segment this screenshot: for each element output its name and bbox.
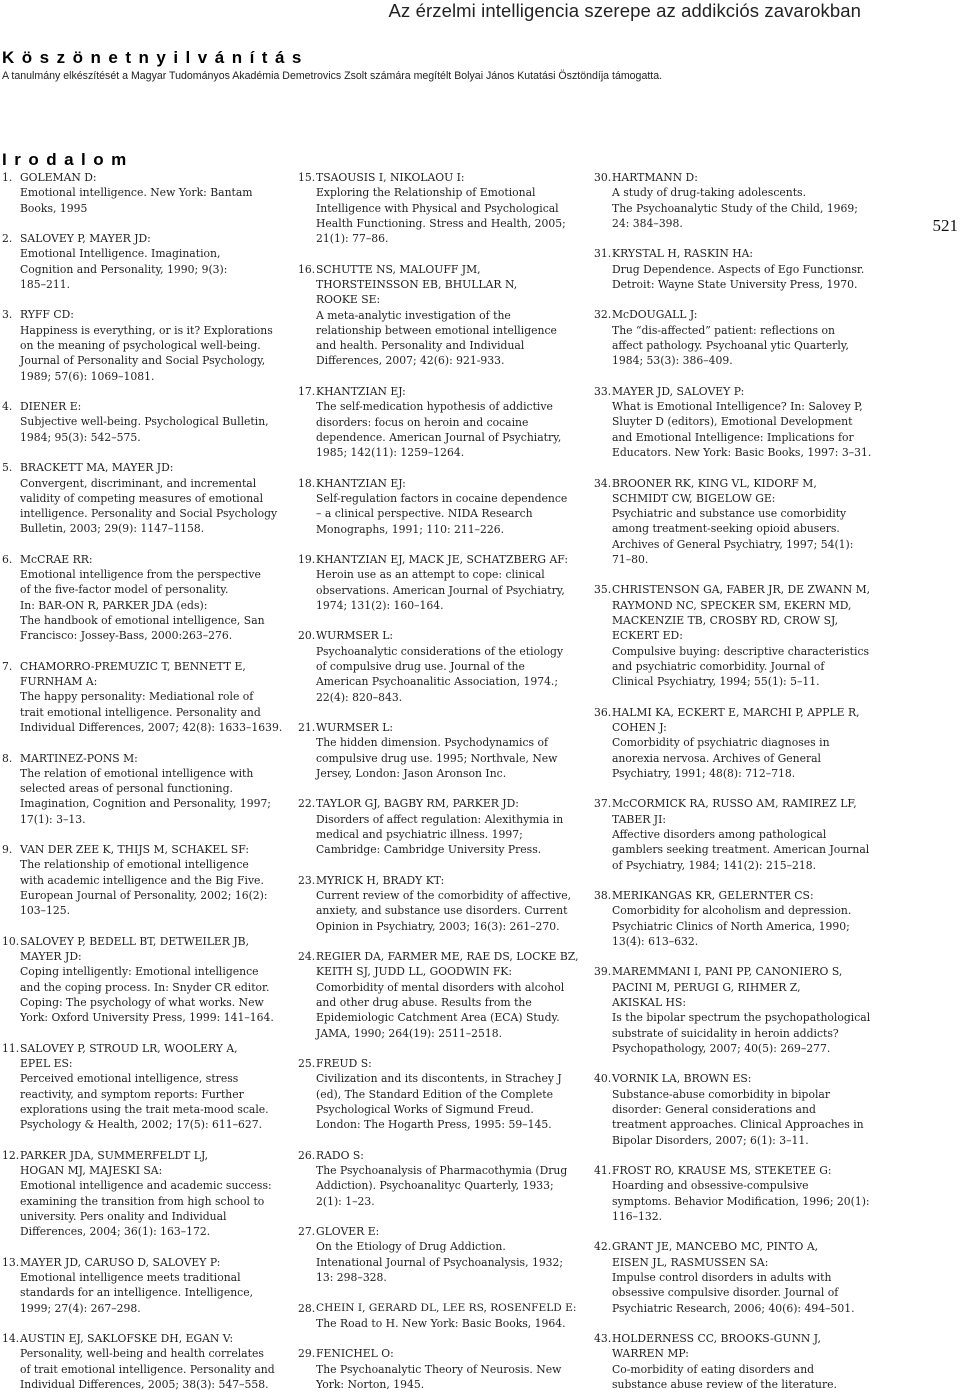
- reference-item: [298, 873, 580, 934]
- reference-authors: BRACKETT MA, MAYER JD:: [20, 461, 174, 475]
- reference-authors: GLOVER E:: [316, 1225, 380, 1239]
- reference-text-line: disorder: General considerations and: [612, 1103, 816, 1117]
- reference-number: 10.: [2, 934, 20, 948]
- reference-text-line: Opinion in Psychiatry, 2003; 16(3): 261–270.: [316, 919, 560, 933]
- reference-text-line: and Emotional Intelligence: Implications for: [612, 430, 854, 444]
- reference-number: 24.: [298, 950, 316, 964]
- reference-text-line: Francisco: Jossey-Bass, 2000:263–276.: [20, 629, 233, 643]
- reference-item: [2, 399, 282, 445]
- reference-text-line: 1985; 142(11): 1259–1264.: [316, 446, 465, 460]
- reference-number: 2.: [2, 232, 13, 246]
- reference-number: 16.: [298, 262, 316, 276]
- reference-authors: VORNIK LA, BROWN ES:: [612, 1072, 752, 1086]
- reference-authors: FREUD S:: [316, 1057, 372, 1071]
- reference-text-line: selected areas of personal functioning.: [20, 782, 233, 796]
- reference-authors: FROST RO, KRAUSE MS, STEKETEE G:: [612, 1164, 832, 1178]
- reference-text-line: 13: 298–328.: [316, 1271, 387, 1285]
- reference-item: [594, 384, 876, 460]
- reference-text-line: Addiction). Psychoanalityc Quarterly, 1933;: [316, 1179, 554, 1193]
- reference-text-line: ROOKE SE:: [316, 293, 381, 307]
- reference-text-line: – a clinical perspective. NIDA Research: [316, 507, 533, 521]
- reference-item: [298, 1148, 580, 1209]
- reference-item: [594, 246, 876, 292]
- reference-text-line: symptoms. Behavior Modification, 1996; 20(1):: [612, 1194, 870, 1208]
- reference-text-line: Civilization and its discontents, in Strachey J: [316, 1072, 562, 1086]
- reference-text-line: HOGAN MJ, MAJESKI SA:: [20, 1164, 163, 1178]
- reference-text-line: Cognition and Personality, 1990; 9(3):: [20, 262, 228, 276]
- reference-text-line: MAYER JD:: [20, 950, 82, 964]
- reference-authors: SALOVEY P, BEDELL BT, DETWEILER JB,: [20, 934, 250, 948]
- reference-text-line: relationship between emotional intelligence: [316, 323, 557, 337]
- reference-text-line: The happy personality: Mediational role of: [20, 690, 254, 704]
- reference-number: 19.: [298, 552, 316, 566]
- reference-text-line: Affective disorders among pathological: [612, 828, 827, 841]
- reference-item: [298, 720, 580, 781]
- reference-number: 1.: [2, 171, 13, 184]
- reference-text-line: On the Etiology of Drug Addiction.: [316, 1240, 506, 1254]
- reference-text-line: SCHMIDT CW, BIGELOW GE:: [612, 491, 776, 505]
- reference-item: [2, 1041, 282, 1133]
- reference-text-line: Disorders of affect regulation: Alexithymia in: [316, 812, 564, 826]
- reference-item: [594, 1239, 876, 1315]
- reference-authors: WURMSER L:: [316, 721, 394, 735]
- reference-text-line: medical and psychiatric illness. 1997;: [316, 828, 523, 841]
- reference-text-line: and other drug abuse. Results from the: [316, 996, 532, 1010]
- reference-item: [2, 460, 282, 536]
- reference-number: 28.: [298, 1301, 316, 1315]
- reference-number: 11.: [2, 1041, 20, 1055]
- reference-text-line: The handbook of emotional intelligence, San: [20, 614, 265, 628]
- reference-item: [298, 1301, 580, 1332]
- reference-authors: HALMI KA, ECKERT E, MARCHI P, APPLE R,: [612, 705, 860, 719]
- reference-number: 25.: [298, 1057, 316, 1071]
- reference-text-line: Compulsive buying: descriptive characteristics: [612, 644, 870, 658]
- reference-number: 8.: [2, 751, 13, 765]
- reference-text-line: EISEN JL, RASMUSSEN SA:: [612, 1255, 769, 1269]
- reference-number: 38.: [594, 889, 612, 903]
- reference-text-line: 22(4): 820–843.: [316, 690, 403, 704]
- reference-text-line: Psychological Works of Sigmund Freud.: [316, 1103, 534, 1117]
- reference-text-line: JAMA, 1990; 264(19): 2511–2518.: [316, 1026, 503, 1040]
- reference-text-line: compulsive drug use. 1995; Northvale, New: [316, 751, 558, 765]
- reference-text-line: Monographs, 1991; 110: 211–226.: [316, 522, 505, 536]
- reference-text-line: Clinical Psychiatry, 1994; 55(1): 5–11.: [612, 675, 820, 689]
- reference-number: 3.: [2, 308, 13, 322]
- reference-text-line: EPEL ES:: [20, 1057, 73, 1071]
- reference-text-line: The relation of emotional intelligence with: [20, 766, 254, 780]
- reference-authors: REGIER DA, FARMER ME, RAE DS, LOCKE BZ,: [316, 950, 579, 964]
- reference-number: 4.: [2, 400, 13, 414]
- reference-authors: DIENER E:: [20, 400, 82, 414]
- reference-number: 34.: [594, 476, 612, 490]
- reference-authors: PARKER JDA, SUMMERFELDT LJ,: [20, 1148, 209, 1162]
- reference-column-3: [594, 170, 876, 1392]
- reference-text-line: Health Functioning. Stress and Health, 2005;: [316, 216, 566, 230]
- reference-text-line: Emotional intelligence and academic success:: [20, 1179, 272, 1193]
- reference-number: 35.: [594, 583, 612, 597]
- running-title: Az érzelmi intelligencia szerepe az addikciós zavarokban: [388, 0, 861, 21]
- reference-text-line: and psychiatric comorbidity. Journal of: [612, 659, 825, 673]
- reference-text-line: of compulsive drug use. Journal of the: [316, 659, 525, 673]
- reference-authors: TSAOUSIS I, NIKOLAOU I:: [316, 171, 465, 184]
- reference-authors: HARTMANN D:: [612, 171, 698, 184]
- reference-text-line: validity of competing measures of emotional: [20, 491, 264, 505]
- reference-number: 18.: [298, 476, 316, 490]
- reference-text-line: Individual Differences, 2007; 42(8): 1633–1639.: [20, 721, 283, 735]
- reference-text-line: European Journal of Personality, 2002; 16(2):: [20, 889, 268, 903]
- reference-item: [298, 476, 580, 537]
- reference-text-line: Bulletin, 2003; 29(9): 1147–1158.: [20, 522, 205, 536]
- reference-authors: KHANTZIAN EJ:: [316, 476, 406, 490]
- reference-item: [2, 231, 282, 292]
- reference-text-line: 1989; 57(6): 1069–1081.: [20, 369, 155, 383]
- reference-number: 12.: [2, 1148, 20, 1162]
- reference-item: [298, 628, 580, 704]
- reference-text-line: anorexia nervosa. Archives of General: [612, 751, 822, 765]
- reference-text-line: Cambridge: Cambridge University Press.: [316, 843, 542, 857]
- reference-text-line: Sluyter D (editors), Emotional Development: [612, 415, 853, 429]
- reference-text-line: Happiness is everything, or is it? Explorations: [20, 323, 273, 337]
- reference-number: 42.: [594, 1240, 612, 1254]
- reference-text-line: What is Emotional Intelligence? In: Salovey P,: [612, 400, 863, 414]
- reference-item: [594, 705, 876, 781]
- reference-item: [594, 582, 876, 689]
- reference-text-line: of Psychiatry, 1984; 141(2): 215–218.: [612, 858, 817, 872]
- reference-number: 41.: [594, 1164, 612, 1178]
- reference-authors: MAYER JD, SALOVEY P:: [612, 384, 745, 398]
- reference-text-line: anxiety, and substance use disorders. Current: [316, 904, 568, 918]
- reference-text-line: substrate of suicidality in heroin addicts?: [612, 1026, 839, 1040]
- acknowledgement-heading: Köszönetnyilvánítás: [2, 48, 309, 67]
- reference-column-1: [2, 170, 282, 1392]
- reference-text-line: 2(1): 1–23.: [316, 1194, 375, 1208]
- reference-authors: AUSTIN EJ, SAKLOFSKE DH, EGAN V:: [20, 1332, 234, 1346]
- reference-text-line: obsessive compulsive disorder. Journal of: [612, 1286, 839, 1300]
- reference-text-line: gamblers seeking treatment. American Journal: [612, 843, 870, 857]
- reference-item: [298, 1056, 580, 1132]
- reference-text-line: explorations using the trait meta-mood scale.: [20, 1103, 269, 1117]
- reference-text-line: York: Norton, 1945.: [316, 1377, 425, 1391]
- reference-text-line: London: The Hogarth Press, 1995: 59–145.: [316, 1118, 552, 1132]
- reference-authors: McCRAE RR:: [20, 552, 93, 566]
- reference-number: 33.: [594, 384, 612, 398]
- reference-number: 6.: [2, 552, 13, 566]
- reference-number: 17.: [298, 384, 316, 398]
- reference-number: 21.: [298, 721, 316, 735]
- reference-item: [298, 384, 580, 460]
- reference-number: 26.: [298, 1148, 316, 1162]
- reference-item: [2, 659, 282, 735]
- reference-text-line: among treatment-seeking opioid abusers.: [612, 522, 840, 536]
- reference-number: 27.: [298, 1225, 316, 1239]
- reference-text-line: Psychiatric and substance use comorbidity: [612, 507, 847, 521]
- reference-text-line: The self-medication hypothesis of addictive: [316, 400, 553, 414]
- reference-authors: CHRISTENSON GA, FABER JR, DE ZWANN M,: [612, 583, 871, 597]
- reference-item: [594, 1071, 876, 1147]
- reference-text-line: Detroit: Wayne State University Press, 1970.: [612, 277, 858, 291]
- reference-item: [594, 796, 876, 872]
- reference-authors: KHANTZIAN EJ:: [316, 384, 406, 398]
- reference-text-line: American Psychoanalitic Association, 1974.;: [316, 675, 559, 689]
- reference-item: [298, 170, 580, 246]
- reference-text-line: RAYMOND NC, SPECKER SM, EKERN MD,: [612, 598, 852, 612]
- reference-text-line: reactivity, and symptom reports: Further: [20, 1087, 244, 1101]
- reference-text-line: AKISKAL HS:: [612, 996, 687, 1010]
- reference-text-line: Co-morbidity of eating disorders and: [612, 1362, 815, 1376]
- reference-authors: RADO S:: [316, 1148, 364, 1162]
- reference-text-line: Differences, 2004; 36(1): 163–172.: [20, 1225, 211, 1239]
- reference-text-line: Perceived emotional intelligence, stress: [20, 1072, 239, 1086]
- reference-text-line: Psychiatry, 1991; 48(8): 712–718.: [612, 766, 796, 780]
- reference-authors: CHAMORRO-PREMUZIC T, BENNETT E,: [20, 659, 246, 673]
- reference-text-line: In: BAR-ON R, PARKER JDA (eds):: [20, 598, 208, 612]
- reference-text-line: examining the transition from high school to: [20, 1194, 265, 1208]
- reference-text-line: Is the bipolar spectrum the psychopathological: [612, 1011, 871, 1025]
- references-heading: Irodalom: [2, 150, 134, 169]
- reference-text-line: Drug Dependence. Aspects of Ego Functionsr.: [612, 262, 865, 276]
- reference-authors: RYFF CD:: [20, 308, 74, 322]
- reference-text-line: of trait emotional intelligence. Personality and: [20, 1362, 275, 1376]
- reference-text-line: The relationship of emotional intelligence: [20, 858, 249, 872]
- reference-item: [298, 1346, 580, 1392]
- reference-text-line: WARREN MP:: [612, 1347, 689, 1361]
- reference-text-line: Emotional Intelligence. Imagination,: [20, 247, 221, 261]
- reference-item: [298, 262, 580, 369]
- reference-text-line: TABER JI:: [612, 812, 667, 826]
- reference-item: [2, 934, 282, 1026]
- reference-text-line: The Psychoanalytic Study of the Child, 1969;: [612, 201, 858, 215]
- reference-text-line: MACKENZIE TB, CROSBY RD, CROW SJ,: [612, 614, 839, 628]
- reference-text-line: 24: 384–398.: [612, 216, 683, 230]
- reference-text-line: standards for an intelligence. Intelligence,: [20, 1286, 254, 1300]
- reference-number: 5.: [2, 461, 13, 475]
- reference-item: [594, 307, 876, 368]
- reference-text-line: Psychology & Health, 2002; 17(5): 611–627.: [20, 1118, 263, 1132]
- reference-authors: VAN DER ZEE K, THIJS M, SCHAKEL SF:: [20, 843, 249, 857]
- reference-authors: McCORMICK RA, RUSSO AM, RAMIREZ LF,: [612, 797, 857, 811]
- reference-item: [2, 1331, 282, 1392]
- reference-text-line: 1984; 53(3): 386–409.: [612, 354, 733, 368]
- reference-text-line: substance abuse review of the literature.: [612, 1378, 837, 1392]
- reference-item: [298, 949, 580, 1041]
- reference-text-line: Psychiatric Research, 2006; 40(6): 494–501.: [612, 1301, 855, 1315]
- reference-text-line: Comorbidity for alcoholism and depression.: [612, 904, 852, 918]
- reference-text-line: Impulse control disorders in adults with: [612, 1271, 832, 1285]
- reference-number: 39.: [594, 965, 612, 979]
- reference-text-line: COHEN J:: [612, 721, 667, 735]
- reference-text-line: Substance-abuse comorbidity in bipolar: [612, 1087, 830, 1101]
- reference-text-line: Emotional intelligence from the perspective: [20, 568, 261, 582]
- reference-text-line: 1984; 95(3): 542–575.: [20, 430, 141, 444]
- reference-text-line: Subjective well-being. Psychological Bulletin,: [20, 415, 269, 429]
- reference-number: 22.: [298, 797, 316, 811]
- reference-number: 9.: [2, 843, 13, 857]
- reference-text-line: Comorbidity of mental disorders with alcohol: [316, 980, 565, 994]
- reference-number: 43.: [594, 1332, 612, 1346]
- reference-authors: KRYSTAL H, RASKIN HA:: [612, 247, 754, 261]
- reference-item: [2, 307, 282, 383]
- reference-text-line: Psychiatric Clinics of North America, 1990;: [612, 919, 850, 933]
- reference-text-line: 71–80.: [612, 552, 649, 566]
- reference-item: [594, 476, 876, 568]
- reference-item: [594, 1163, 876, 1224]
- acknowledgement-text: A tanulmány elkészítését a Magyar Tudományos Akadémia Demetrovics Zsolt számára megítélt Bolyai János Kutatási Ösztöndíja támogatta.: [2, 70, 663, 82]
- reference-authors: MAYER JD, CARUSO D, SALOVEY P:: [20, 1255, 221, 1269]
- reference-text-line: PACINI M, PERUGI G, RIHMER Z,: [612, 980, 801, 994]
- reference-text-line: 116–132.: [612, 1209, 663, 1223]
- reference-text-line: The “dis-affected” patient: reflections on: [612, 323, 835, 337]
- reference-text-line: 1974; 131(2): 160–164.: [316, 598, 444, 612]
- reference-text-line: Emotional intelligence. New York: Bantam: [20, 186, 253, 200]
- reference-text-line: The Psychoanalytic Theory of Neurosis. New: [316, 1362, 562, 1376]
- reference-item: [2, 842, 282, 918]
- reference-text-line: on the meaning of psychological well-being.: [20, 339, 261, 353]
- reference-authors: SALOVEY P, STROUD LR, WOOLERY A,: [20, 1041, 238, 1055]
- reference-text-line: Differences, 2007; 42(6): 921-933.: [316, 354, 505, 368]
- reference-authors: CHEIN I, GERARD DL, LEE RS, ROSENFELD E:: [316, 1301, 577, 1314]
- reference-text-line: A study of drug-taking adolescents.: [612, 186, 807, 200]
- reference-text-line: university. Pers onality and Individual: [20, 1209, 227, 1223]
- reference-text-line: 17(1): 3–13.: [20, 812, 86, 826]
- reference-authors: McDOUGALL J:: [612, 308, 698, 322]
- reference-text-line: Coping intelligently: Emotional intelligence: [20, 965, 259, 979]
- reference-text-line: The Road to H. New York: Basic Books, 1964.: [316, 1316, 566, 1330]
- reference-text-line: treatment approaches. Clinical Approaches in: [612, 1118, 864, 1132]
- reference-text-line: Epidemiologic Catchment Area (ECA) Study.: [316, 1011, 560, 1025]
- reference-text-line: Intenational Journal of Psychoanalysis, 1932;: [316, 1255, 564, 1269]
- reference-authors: WURMSER L:: [316, 629, 394, 643]
- reference-item: [298, 796, 580, 857]
- reference-number: 20.: [298, 629, 316, 643]
- reference-text-line: FURNHAM A:: [20, 675, 98, 689]
- reference-text-line: observations. American Journal of Psychiatry,: [316, 583, 565, 597]
- reference-text-line: Bipolar Disorders, 2007; 6(1): 3–11.: [612, 1133, 809, 1147]
- reference-text-line: THORSTEINSSON EB, BHULLAR N,: [316, 277, 518, 291]
- reference-text-line: Hoarding and obsessive-compulsive: [612, 1179, 809, 1193]
- reference-authors: SCHUTTE NS, MALOUFF JM,: [316, 262, 481, 276]
- reference-text-line: Individual Differences, 2005; 38(3): 547–558.: [20, 1378, 269, 1392]
- reference-text-line: The Psychoanalysis of Pharmacothymia (Drug: [316, 1164, 568, 1178]
- reference-text-line: The hidden dimension. Psychodynamics of: [316, 736, 548, 750]
- reference-text-line: 13(4): 613–632.: [612, 934, 699, 948]
- reference-text-line: Self-regulation factors in cocaine dependence: [316, 491, 568, 505]
- reference-number: 31.: [594, 247, 612, 261]
- reference-text-line: and health. Personality and Individual: [316, 339, 525, 353]
- reference-text-line: Exploring the Relationship of Emotional: [316, 186, 536, 200]
- reference-authors: MYRICK H, BRADY KT:: [316, 873, 445, 887]
- reference-text-line: Imagination, Cognition and Personality, 1997;: [20, 797, 271, 811]
- reference-authors: KHANTZIAN EJ, MACK JE, SCHATZBERG AF:: [316, 552, 569, 566]
- reference-text-line: Heroin use as an attempt to cope: clinical: [316, 568, 545, 582]
- reference-text-line: affect pathology. Psychoanal ytic Quarterly,: [612, 339, 849, 353]
- reference-item: [594, 170, 876, 231]
- reference-item: [2, 170, 282, 216]
- reference-authors: SALOVEY P, MAYER JD:: [20, 232, 151, 246]
- reference-number: 29.: [298, 1347, 316, 1361]
- reference-number: 7.: [2, 659, 13, 673]
- reference-authors: MERIKANGAS KR, GELERNTER CS:: [612, 889, 814, 903]
- reference-authors: FENICHEL O:: [316, 1347, 394, 1361]
- reference-number: 23.: [298, 873, 316, 887]
- reference-number: 14.: [2, 1332, 20, 1346]
- reference-text-line: A meta-analytic investigation of the: [316, 308, 511, 322]
- reference-text-line: Comorbidity of psychiatric diagnoses in: [612, 736, 830, 750]
- reference-text-line: with academic intelligence and the Big Five.: [20, 873, 264, 887]
- reference-authors: GOLEMAN D:: [20, 171, 97, 184]
- reference-text-line: KEITH SJ, JUDD LL, GOODWIN FK:: [316, 965, 513, 979]
- reference-text-line: ECKERT ED:: [612, 629, 683, 643]
- reference-text-line: Psychoanalytic considerations of the etiology: [316, 644, 564, 658]
- reference-text-line: 21(1): 77–86.: [316, 232, 389, 246]
- page-number: 521: [932, 216, 958, 235]
- reference-text-line: Personality, well-being and health correlates: [20, 1347, 264, 1361]
- reference-item: [298, 552, 580, 613]
- reference-text-line: Books, 1995: [20, 201, 88, 215]
- reference-authors: MARTINEZ-PONS M:: [20, 751, 138, 765]
- reference-number: 13.: [2, 1255, 20, 1269]
- reference-authors: GRANT JE, MANCEBO MC, PINTO A,: [612, 1240, 819, 1254]
- reference-text-line: intelligence. Personality and Social Psychology: [20, 507, 278, 521]
- reference-text-line: Convergent, discriminant, and incremental: [20, 476, 257, 490]
- reference-column-2: [298, 170, 580, 1392]
- reference-text-line: 185–211.: [20, 277, 71, 291]
- reference-item: [594, 888, 876, 949]
- reference-item: [298, 1224, 580, 1285]
- reference-text-line: Current review of the comorbidity of affective,: [316, 889, 572, 903]
- reference-item: [2, 751, 282, 827]
- reference-authors: MAREMMANI I, PANI PP, CANONIERO S,: [612, 965, 843, 979]
- reference-text-line: York: Oxford University Press, 1999: 141–164.: [20, 1011, 274, 1025]
- reference-text-line: (ed), The Standard Edition of the Complete: [316, 1087, 553, 1101]
- reference-number: 36.: [594, 705, 612, 719]
- reference-number: 37.: [594, 797, 612, 811]
- reference-text-line: trait emotional intelligence. Personality and: [20, 705, 261, 719]
- reference-item: [2, 1148, 282, 1240]
- reference-number: 30.: [594, 171, 612, 184]
- reference-item: [594, 1331, 876, 1392]
- reference-text-line: Emotional intelligence meets traditional: [20, 1271, 241, 1285]
- reference-text-line: Jersey, London: Jason Aronson Inc.: [316, 766, 507, 780]
- reference-authors: TAYLOR GJ, BAGBY RM, PARKER JD:: [316, 797, 519, 811]
- reference-text-line: of the five-factor model of personality.: [20, 583, 229, 597]
- reference-number: 32.: [594, 308, 612, 322]
- reference-authors: HOLDERNESS CC, BROOKS-GUNN J,: [612, 1332, 821, 1346]
- reference-item: [2, 1255, 282, 1316]
- reference-text-line: dependence. American Journal of Psychiatry,: [316, 430, 562, 444]
- reference-number: 40.: [594, 1072, 612, 1086]
- reference-item: [2, 552, 282, 644]
- reference-item: [594, 964, 876, 1056]
- reference-text-line: Intelligence with Physical and Psychological: [316, 201, 559, 215]
- reference-authors: BROONER RK, KING VL, KIDORF M,: [612, 476, 817, 490]
- reference-text-line: Educators. New York: Basic Books, 1997: 3–31.: [612, 446, 872, 460]
- reference-text-line: Psychopathology, 2007; 40(5): 269–277.: [612, 1041, 831, 1055]
- reference-text-line: disorders: focus on heroin and cocaine: [316, 415, 529, 429]
- reference-number: 15.: [298, 171, 316, 184]
- reference-text-line: 103–125.: [20, 904, 71, 918]
- reference-text-line: 1999; 27(4): 267–298.: [20, 1301, 141, 1315]
- reference-text-line: and the coping process. In: Snyder CR editor.: [20, 980, 270, 994]
- reference-text-line: Journal of Personality and Social Psychology,: [20, 354, 266, 368]
- reference-text-line: Coping: The psychology of what works. New: [20, 996, 264, 1010]
- reference-text-line: Archives of General Psychiatry, 1997; 54(1):: [612, 537, 854, 551]
